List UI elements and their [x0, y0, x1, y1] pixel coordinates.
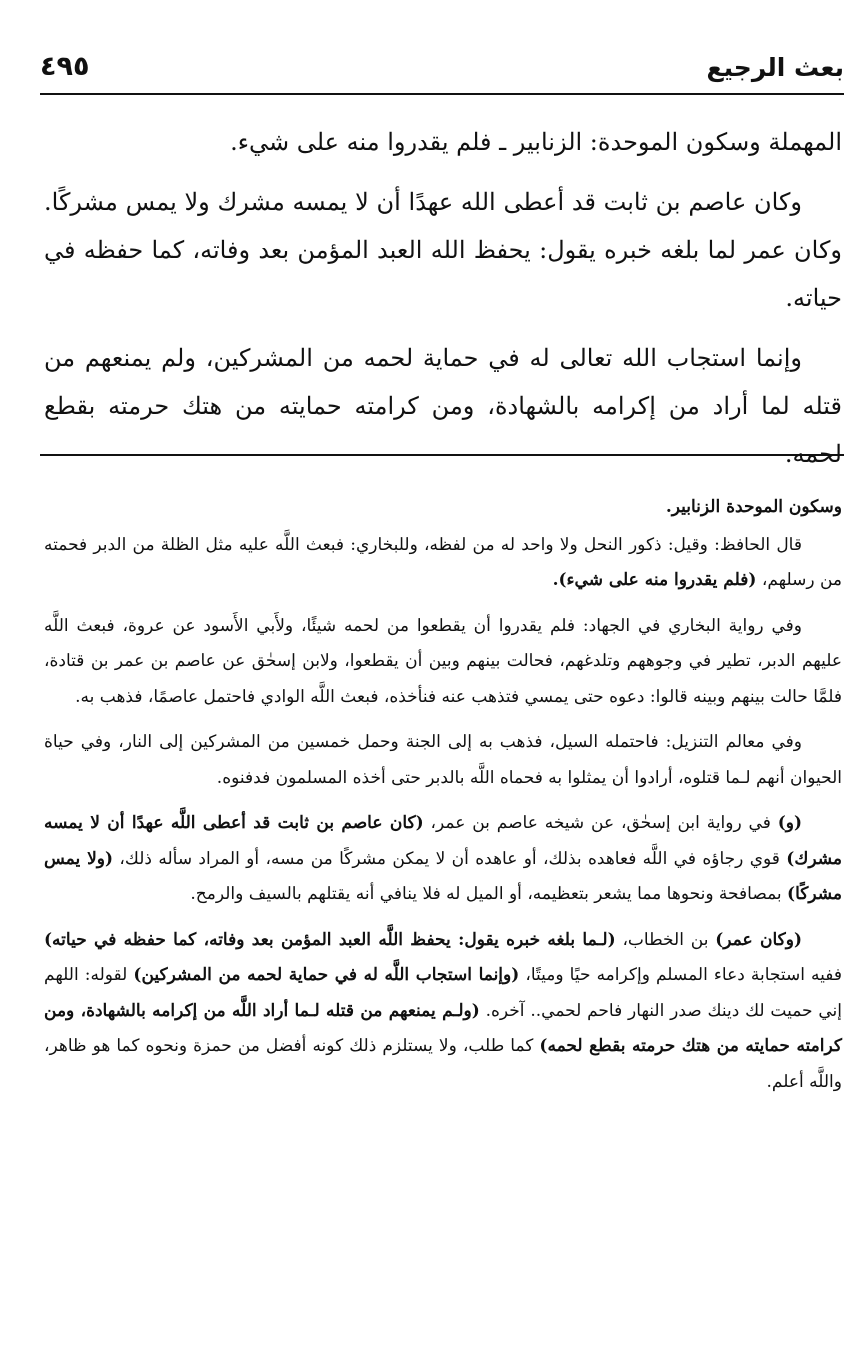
quoted-text: (ولا يمس مشركًا)	[44, 848, 842, 904]
header-rule	[40, 93, 844, 95]
commentary-paragraph	[44, 806, 842, 913]
main-paragraph: المهملة وسكون الموحدة: الزنابير ـ فلم يقدروا منه على شيء.	[230, 128, 842, 156]
quoted-text: (كان عاصم بن ثابت قد أعطى اللَّه عهدًا أن لا يمسه مشرك)	[44, 813, 842, 869]
commentary	[44, 490, 842, 1110]
quoted-text: (وكان عمر)	[715, 929, 802, 950]
page-number: ٤٩٥	[40, 51, 90, 82]
commentary-paragraph	[44, 528, 842, 599]
commentary-paragraph: وفي رواية البخاري في الجهاد: فلم يقدروا أن يقطعوا من لحمه شيئًا، ولأَبي الأَسود عن عروة، فبعث اللَّه عليهم الدبر، تطير في وجوههم وتلدغهم، فحالت بينهم وبين أن يقطعوا، ولابن إسحٰق عن عاصم بن عمر بن قتادة، فلمَّا حالت بينهم وبينه قالوا: دعوه حتى يمسي فتذهب عنه فنأخذه، فبعث اللَّه الوادي فاحتمل عاصمًا، فذهب به.	[44, 615, 842, 707]
commentary-text: ففيه استجابة دعاء المسلم وإكرامه حيًا وميتًا،	[519, 965, 842, 985]
quoted-text: (لـما بلغه خبره يقول: يحفظ اللَّه العبد المؤمن بعد وفاته، كما حفظه في حياته)	[44, 929, 616, 950]
quoted-text: (و)	[777, 813, 802, 833]
commentary-text: قوي رجاؤه في اللَّه فعاهده بذلك، أو عاهده أن لا يمكن مشركًا من مسه، أو المراد سأله ذلك،	[113, 848, 787, 869]
commentary-text: في رواية ابن إسحٰق، عن شيخه عاصم بن عمر،	[423, 813, 778, 833]
commentary-divider	[40, 454, 844, 456]
quoted-text: (وإنما استجاب اللَّه له في حماية لحمه من المشركين)	[133, 965, 520, 985]
commentary-text: لقوله: اللهم إني حميت لك دينك صدر النهار فاحم لحمي.. آخره.	[44, 965, 842, 1021]
commentary-paragraph: وفي معالم التنزيل: فاحتمله السيل، فذهب به إلى الجنة وحمل خمسين من المشركين إلى النار، وفي حياة الحيوان أنهم لـما قتلوه، أرادوا أن يمثلوا به فحماه اللَّه بالدبر حتى أخذه المسلمون فدفنوه.	[44, 732, 842, 788]
commentary-text: قال الحافظ: وقيل: ذكور النحل ولا واحد له من لفظه، وللبخاري: فبعث اللَّه عليه مثل الظلة من الدبر فحمته من رسلهم،	[44, 534, 842, 590]
running-header	[40, 40, 844, 82]
commentary-text: بن الخطاب،	[615, 929, 716, 950]
main-paragraph: وإنما استجاب الله تعالى له في حماية لحمه من المشركين، ولم يمنعهم من قتله لما أراد من إكرامه بالشهادة، ومن كرامته حمايته من هتك حرمته بقطع لحمه.	[44, 344, 842, 468]
running-title: بعث الرجيع	[706, 53, 844, 82]
commentary-heading: وسكون الموحدة الزنابير.	[665, 497, 842, 517]
main-paragraph: وكان عاصم بن ثابت قد أعطى الله عهدًا أن لا يمسه مشرك ولا يمس مشركًا. وكان عمر لما بلغه خبره يقول: يحفظ الله العبد المؤمن بعد وفاته، كما حفظه في حياته.	[44, 188, 842, 312]
main-text	[44, 118, 842, 490]
commentary-paragraph	[44, 923, 842, 1101]
commentary-text: بمصافحة ونحوها مما يشعر بتعظيمه، أو الميل له فلا ينافي أنه يقتلهم بالسيف والرمح.	[190, 884, 788, 904]
commentary-text: كما طلب، ولا يستلزم ذلك كونه أفضل من حمزة ونحوه كما هو ظاهر، واللَّه أعلم.	[44, 1036, 842, 1092]
quoted-text: (فلم يقدروا منه على شيء).	[552, 570, 757, 590]
quoted-text: (ولـم يمنعهم من قتله لـما أراد اللَّه من إكرامه بالشهادة، ومن كرامته حمايته من هتك حرمته بقطع لحمه)	[44, 1000, 842, 1056]
